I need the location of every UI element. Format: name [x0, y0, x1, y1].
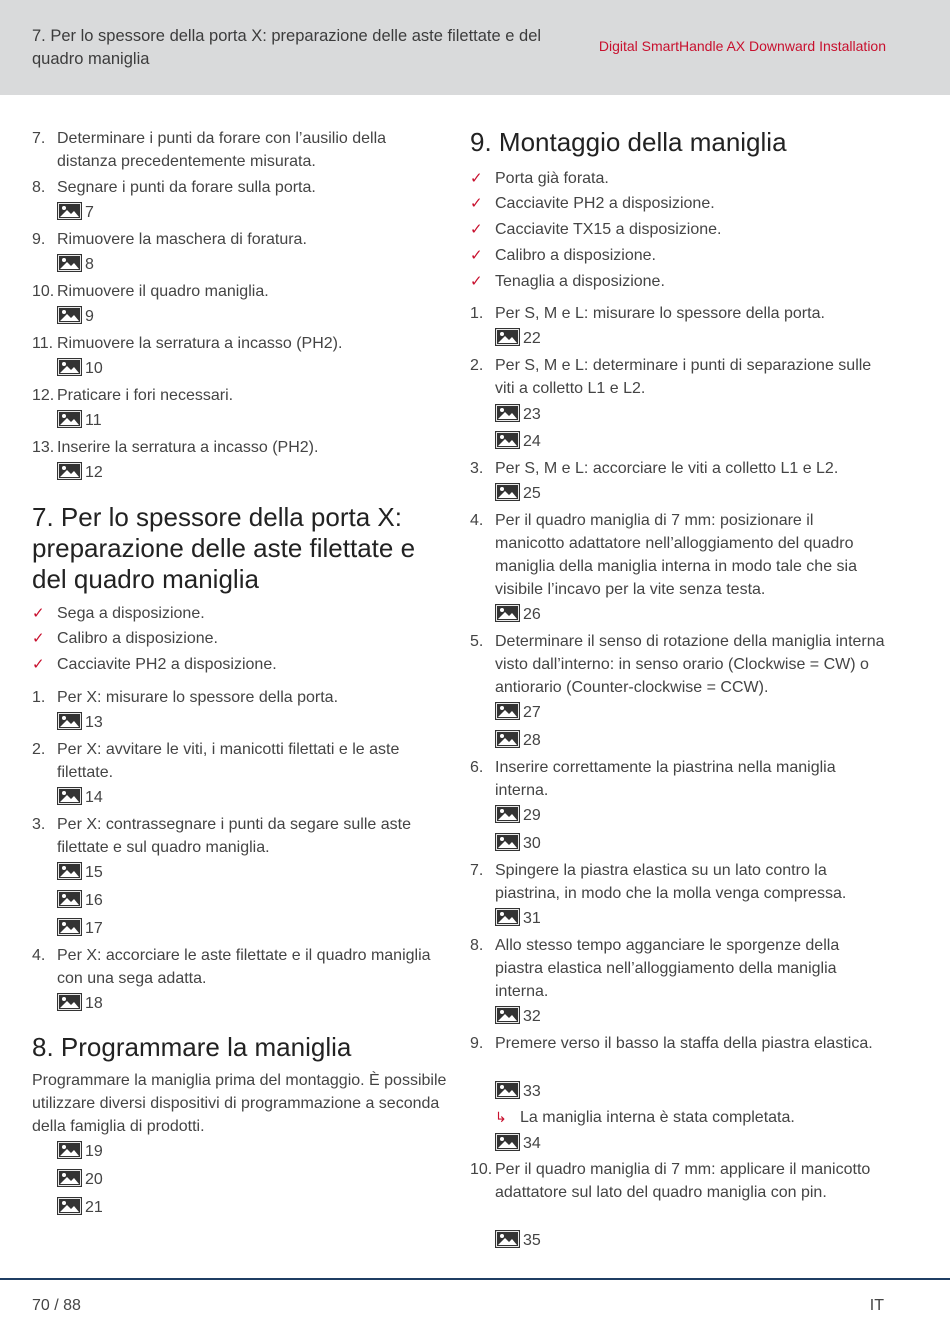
figure-number: 21: [85, 1199, 103, 1216]
step-text: Segnare i punti da forare sulla porta.: [57, 179, 316, 196]
image-icon: [495, 483, 520, 501]
image-icon: [495, 604, 520, 622]
list-item: [470, 756, 890, 802]
figure-number: 11: [85, 412, 102, 429]
step-text: Spingere la piastra elastica su un lato contro la piastrina, in modo che la molla venga compressa.: [495, 862, 847, 902]
check-icon: ✓: [32, 630, 45, 647]
figure-number: 13: [85, 714, 103, 731]
list-item: [32, 813, 452, 859]
image-icon: [495, 805, 520, 823]
figure-number: 10: [85, 360, 103, 377]
step-text: Determinare il senso di rotazione della maniglia interna visto dall’interno: in senso orario (Clockwise = CW) o antiorario (Counter-clockwise = CCW).: [495, 633, 885, 696]
step-text: Per S, M e L: determinare i punti di separazione sulle viti a colletto L1 e L2.: [495, 357, 872, 397]
image-icon: [57, 358, 82, 376]
list-item: [470, 457, 890, 480]
check-text: Porta già forata.: [495, 170, 609, 187]
step-text: Per X: avvitare le viti, i manicotti filettati e le aste filettate.: [57, 741, 400, 781]
step-number: 8.: [470, 937, 484, 954]
image-icon: [57, 787, 82, 805]
figure-ref: [57, 358, 103, 380]
check-icon: ✓: [470, 195, 483, 212]
list-item: [470, 302, 890, 325]
image-icon: [495, 1230, 520, 1248]
step-number: 9.: [470, 1035, 484, 1052]
figure-number: 18: [85, 995, 103, 1012]
step-text: Praticare i fori necessari.: [57, 387, 234, 404]
list-item: [470, 1158, 890, 1227]
image-icon: [57, 1169, 82, 1187]
check-text: Cacciavite PH2 a disposizione.: [57, 656, 277, 673]
step-text: Per S, M e L: misurare lo spessore della porta.: [495, 305, 825, 322]
step-text: Per il quadro maniglia di 7 mm: applicare il manicotto adattatore sul lato del quadro maniglia con pin.: [495, 1161, 871, 1201]
figure-number: 31: [523, 910, 541, 927]
step-number: 4.: [470, 512, 484, 529]
image-icon: [495, 702, 520, 720]
list-item: [32, 228, 452, 251]
figure-ref: [495, 328, 541, 350]
figure-number: 29: [523, 807, 541, 824]
image-icon: [57, 1141, 82, 1159]
figure-ref: [495, 604, 541, 626]
step-number: 10.: [470, 1161, 493, 1178]
check-icon: ✓: [32, 605, 45, 622]
figure-ref: [495, 1006, 541, 1028]
list-item: [470, 859, 890, 905]
check-icon: ✓: [470, 247, 483, 264]
step-text: Rimuovere la maschera di foratura.: [57, 231, 307, 248]
step-number: 6.: [470, 759, 484, 776]
image-icon: [57, 918, 82, 936]
list-item: [470, 509, 890, 601]
step-text: Per X: accorciare le aste filettate e il quadro maniglia con una sega adatta.: [57, 947, 431, 987]
step-number: 11.: [32, 335, 54, 352]
figure-number: 34: [523, 1135, 541, 1152]
image-icon: [495, 730, 520, 748]
figure-number: 33: [523, 1083, 541, 1100]
list-item: [32, 176, 452, 199]
figure-ref: [57, 787, 103, 809]
figure-ref: [495, 908, 541, 930]
step-number: 5.: [470, 633, 484, 650]
figure-number: 26: [523, 606, 541, 623]
image-icon: [495, 1081, 520, 1099]
list-item: [470, 934, 890, 1003]
step-text: Per il quadro maniglia di 7 mm: posizionare il manicotto adattatore nell’alloggiamento del quadro maniglia della maniglia interna in modo tale che sia visibile l’incavo per la vite senza testa.: [495, 512, 857, 598]
image-icon: [57, 1197, 82, 1215]
figure-ref: [57, 890, 103, 912]
list-item: [32, 686, 452, 709]
image-icon: [495, 404, 520, 422]
figure-number: 16: [85, 892, 103, 909]
section-paragraph: Programmare la maniglia prima del montaggio. È possibile utilizzare diversi dispositivi di programmazione a seconda della famiglia di prodotti.: [32, 1072, 447, 1135]
step-text: Per X: misurare lo spessore della porta.: [57, 689, 339, 706]
footer-divider: [0, 1278, 950, 1280]
step-number: 1.: [32, 689, 46, 706]
figure-ref: [57, 306, 94, 328]
step-text: Rimuovere il quadro maniglia.: [57, 283, 269, 300]
step-number: 3.: [470, 460, 484, 477]
figure-ref: [495, 404, 541, 426]
figure-ref: [57, 993, 103, 1015]
result-arrow-icon: ↳: [495, 1109, 507, 1125]
step-number: 4.: [32, 947, 46, 964]
figure-ref: [57, 1169, 103, 1191]
image-icon: [495, 1006, 520, 1024]
check-icon: ✓: [470, 273, 483, 290]
figure-number: 28: [523, 732, 541, 749]
figure-number: 35: [523, 1232, 541, 1249]
check-icon: ✓: [470, 170, 483, 187]
section-heading: 9. Montaggio della maniglia: [470, 127, 787, 157]
step-number: 13.: [32, 439, 55, 456]
step-number: 2.: [470, 357, 484, 374]
list-item: [32, 127, 452, 173]
step-text: Per X: contrassegnare i punti da segare sulle aste filettate e sul quadro maniglia.: [57, 816, 411, 856]
figure-ref: [57, 862, 103, 884]
figure-ref: [495, 805, 541, 827]
step-number: 10.: [32, 283, 55, 300]
list-item: [32, 738, 452, 784]
figure-ref: [57, 254, 94, 276]
step-text: Inserire correttamente la piastrina nella maniglia interna.: [495, 759, 836, 799]
figure-number: 8: [85, 256, 94, 273]
step-text: Determinare i punti da forare con l’ausilio della distanza precedentemente misurata.: [57, 130, 387, 170]
image-icon: [495, 833, 520, 851]
image-icon: [57, 993, 82, 1011]
figure-number: 22: [523, 330, 541, 347]
check-text: Sega a disposizione.: [57, 605, 205, 622]
image-icon: [57, 890, 82, 908]
figure-number: 9: [85, 308, 94, 325]
figure-number: 27: [523, 704, 541, 721]
list-item: [32, 384, 452, 407]
check-text: Calibro a disposizione.: [495, 247, 656, 264]
image-icon: [57, 462, 82, 480]
step-text: Per S, M e L: accorciare le viti a colletto L1 e L2.: [495, 460, 839, 477]
check-text: Cacciavite TX15 a disposizione.: [495, 221, 722, 238]
image-icon: [57, 306, 82, 324]
figure-ref: [57, 1197, 103, 1219]
figure-number: 19: [85, 1143, 103, 1160]
list-item: [32, 332, 452, 355]
list-item: [32, 436, 452, 459]
figure-number: 14: [85, 789, 103, 806]
language-code: IT: [869, 1297, 884, 1314]
image-icon: [57, 712, 82, 730]
figure-ref: [495, 483, 541, 505]
figure-ref: [495, 702, 541, 724]
figure-number: 17: [85, 920, 103, 937]
step-number: 8.: [32, 179, 46, 196]
check-text: Cacciavite PH2 a disposizione.: [495, 195, 715, 212]
list-item: [32, 944, 452, 990]
header-section-title: 7. Per lo spessore della porta X: preparazione delle aste filettate e del quadro maniglia: [32, 27, 542, 68]
check-text: Calibro a disposizione.: [57, 630, 218, 647]
figure-ref: [57, 712, 103, 734]
figure-number: 23: [523, 406, 541, 423]
section-heading: 7. Per lo spessore della porta X: preparazione delle aste filettate e del quadro maniglia: [32, 502, 416, 594]
figure-ref: [57, 918, 103, 940]
figure-number: 32: [523, 1008, 541, 1025]
step-number: 2.: [32, 741, 46, 758]
step-number: 3.: [32, 816, 46, 833]
result-text: La maniglia interna è stata completata.: [520, 1109, 795, 1126]
check-icon: ✓: [470, 221, 483, 238]
image-icon: [57, 254, 82, 272]
step-text: Allo stesso tempo agganciare le sporgenze della piastra elastica nell’alloggiamento della maniglia interna.: [495, 937, 840, 1000]
list-item: [470, 1032, 890, 1078]
page-header: [0, 0, 950, 95]
figure-ref: [57, 202, 94, 224]
image-icon: [495, 908, 520, 926]
step-number: 1.: [470, 305, 484, 322]
figure-ref: [495, 1081, 541, 1103]
image-icon: [57, 410, 82, 428]
figure-ref: [57, 410, 102, 432]
step-number: 9.: [32, 231, 46, 248]
figure-ref: [57, 1141, 103, 1163]
image-icon: [495, 431, 520, 449]
section-heading: 8. Programmare la maniglia: [32, 1032, 352, 1062]
figure-number: 15: [85, 864, 103, 881]
figure-number: 20: [85, 1171, 103, 1188]
figure-ref: [495, 730, 541, 752]
page-number: 70 / 88: [32, 1297, 81, 1314]
image-icon: [57, 862, 82, 880]
step-number: 7.: [32, 130, 46, 147]
figure-ref: [495, 833, 541, 855]
figure-number: 24: [523, 433, 541, 450]
header-doc-title: Digital SmartHandle AX Downward Installation: [598, 38, 886, 54]
image-icon: [495, 1133, 520, 1151]
step-text: Rimuovere la serratura a incasso (PH2).: [57, 335, 343, 352]
figure-ref: [57, 462, 103, 484]
list-item: [470, 630, 890, 699]
image-icon: [57, 202, 82, 220]
list-item: [32, 280, 452, 303]
list-item: [470, 354, 890, 400]
step-text: Premere verso il basso la staffa della piastra elastica.: [495, 1035, 873, 1052]
check-text: Tenaglia a disposizione.: [495, 273, 665, 290]
figure-number: 25: [523, 485, 541, 502]
image-icon: [495, 328, 520, 346]
step-number: 7.: [470, 862, 484, 879]
figure-ref: [495, 1133, 541, 1155]
figure-number: 30: [523, 835, 541, 852]
figure-number: 12: [85, 464, 103, 481]
figure-ref: [495, 1230, 541, 1252]
figure-number: 7: [85, 204, 94, 221]
step-number: 12.: [32, 387, 55, 404]
check-icon: ✓: [32, 656, 45, 673]
step-text: Inserire la serratura a incasso (PH2).: [57, 439, 319, 456]
figure-ref: [495, 431, 541, 453]
